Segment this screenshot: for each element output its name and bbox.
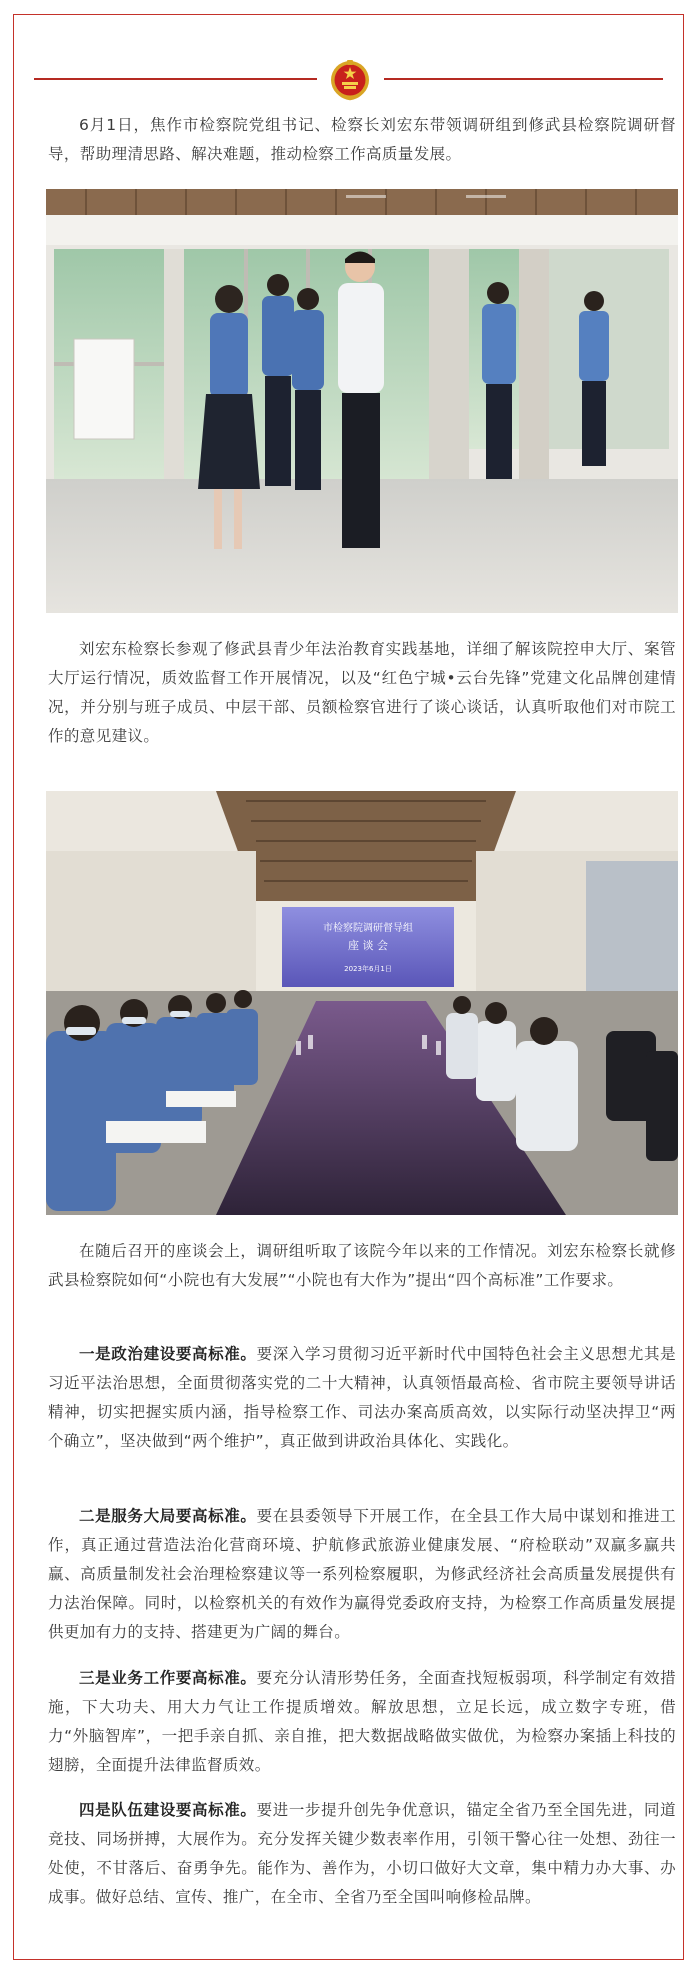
political-heading: 一是政治建设要高标准。 <box>79 1345 257 1363</box>
paragraph-visit: 刘宏东检察长参观了修武县青少年法治教育实践基地，详细了解该院控申大厅、案管大厅运行情况，质效监督工作开展情况，以及“红色宁城•云台先锋”党建文化品牌创建情况，并分别与班子成员、中层干部、员额检察官进行了谈心谈话，认真听取他们对市院工作的意见建议。 <box>48 640 676 745</box>
paragraph-intro: 6月1日，焦作市检察院党组书记、检察长刘宏东带领调研组到修武县检察院调研督导，帮助理清思路、解决难题，推动检察工作高质量发展。 <box>48 116 676 163</box>
header-divider-right <box>384 78 663 80</box>
screen-date: 2023年6月1日 <box>344 965 392 973</box>
team-heading: 四是队伍建设要高标准。 <box>79 1801 257 1819</box>
screen-title: 市检察院调研督导组 <box>323 923 413 934</box>
political-body: 要深入学习贯彻习近平新时代中国特色社会主义思想尤其是习近平法治思想，全面贯彻落实党的二十大精神，认真领悟最高检、省市院主要领导讲话精神，切实把握实质内涵，指导检察工作、司法办案高质高效，以实际行动坚决捍卫“两个确立”，坚决做到“两个维护”，真正做到讲政治具体化、实践化。 <box>48 1345 676 1450</box>
article-frame <box>13 14 684 1960</box>
paragraph-political <box>48 1340 676 1456</box>
team-body: 要进一步提升创先争优意识，锚定全省乃至全国先进，同道竞技、同场拼搏，大展作为。充分发挥关键少数表率作用，引领干警心往一处想、劲往一处使，不甘落后、奋勇争先。能作为、善作为，小切口做好大文章，集中精力办大事、办成事。做好总结、宣传、推广，在全市、全省乃至全国叫响修检品牌。 <box>48 1801 676 1906</box>
service-body: 要在县委领导下开展工作，在全县工作大局中谋划和推进工作，真正通过营造法治化营商环境、护航修武旅游业健康发展、“府检联动”双赢多赢共赢、高质量制发社会治理检察建议等一系列检察履职，为修武经济社会高质量发展提供有力法治保障。同时，以检察机关的有效作为赢得党委政府支持，为检察工作高质量发展提供更加有力的支持、搭建更为广阔的舞台。 <box>48 1507 676 1641</box>
paragraph-service <box>48 1502 676 1647</box>
paragraph-team <box>48 1796 676 1912</box>
header-divider-left <box>34 78 317 80</box>
screen-subtitle: 座 谈 会 <box>348 939 388 952</box>
paragraph-business <box>48 1664 676 1780</box>
photo-symposium <box>46 791 678 1215</box>
article-header <box>34 57 663 101</box>
service-heading: 二是服务大局要高标准。 <box>79 1507 257 1525</box>
photo-visit-hall <box>46 189 678 613</box>
business-body: 要充分认清形势任务，全面查找短板弱项，科学制定有效措施，下大功夫、用大力气让工作提质增效。解放思想，立足长远，成立数字专班，借力“外脑智库”，一把手亲自抓、亲自推，把大数据战略做实做优，为检察办案插上科技的翅膀，全面提升法律监督质效。 <box>48 1669 676 1774</box>
paragraph-symposium: 在随后召开的座谈会上，调研组听取了该院今年以来的工作情况。刘宏东检察长就修武县检察院如何“小院也有大发展”“小院也有大作为”提出“四个高标准”工作要求。 <box>48 1242 676 1289</box>
procuratorate-emblem-icon <box>328 57 372 101</box>
business-heading: 三是业务工作要高标准。 <box>79 1669 257 1687</box>
